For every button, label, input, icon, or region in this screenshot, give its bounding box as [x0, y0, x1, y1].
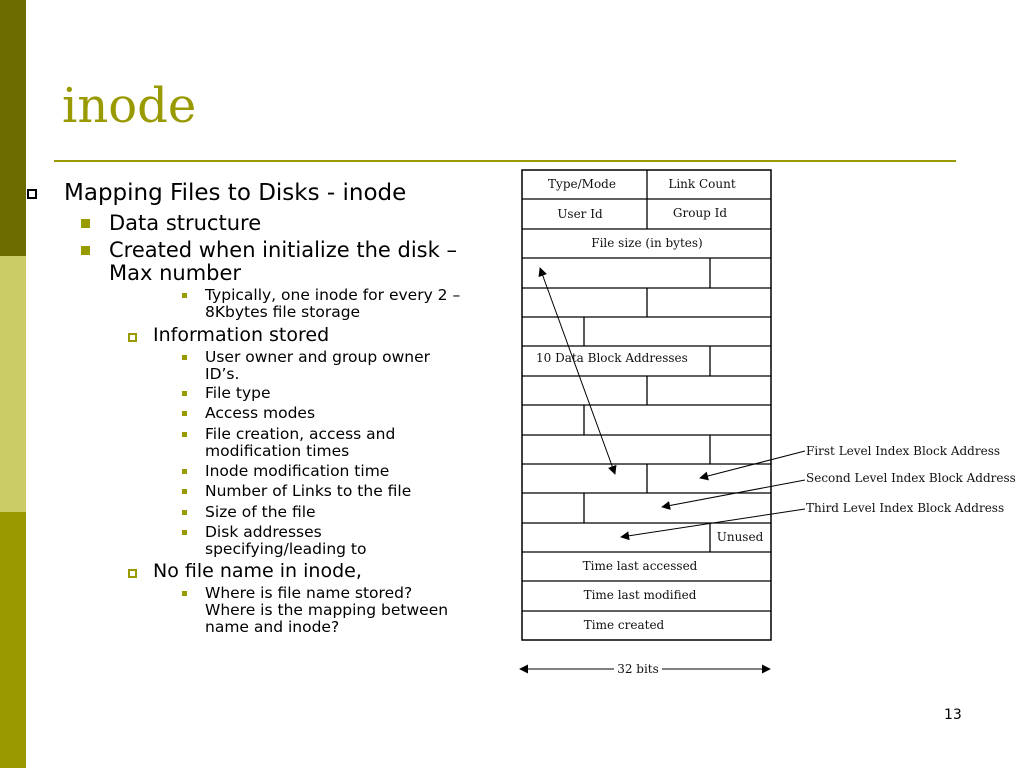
cell-data-block-addresses: 10 Data Block Addresses	[536, 351, 688, 365]
info-item-access-modes: Access modes	[205, 404, 316, 422]
info-item-disk-line2: specifying/leading to	[205, 540, 367, 558]
info-item-size: Size of the file	[205, 503, 316, 521]
info-item-owner-line1: User owner and group owner	[205, 348, 430, 366]
cell-type-mode: Type/Mode	[548, 177, 616, 191]
info-item-inode-modification: Inode modification time	[205, 462, 390, 480]
cell-file-size: File size (in bytes)	[591, 236, 703, 250]
bullet-created-when-line2: Max number	[109, 261, 242, 285]
bullet-created-when-line1: Created when initialize the disk –	[109, 238, 457, 262]
bullet-typically-line1: Typically, one inode for every 2 –	[205, 286, 461, 304]
cell-unused: Unused	[716, 530, 764, 544]
cell-time-created: Time created	[583, 618, 665, 632]
label-second-level-index: Second Level Index Block Address	[806, 471, 1016, 485]
info-item-file-type: File type	[205, 384, 271, 402]
cell-group-id: Group Id	[672, 206, 728, 220]
label-32-bits: 32 bits	[617, 662, 659, 676]
question-line3: name and inode?	[205, 618, 340, 636]
bullet-information-stored: Information stored	[153, 324, 330, 346]
bullet-typically-line2: 8Kbytes file storage	[205, 303, 361, 321]
page-number: 13	[944, 707, 962, 723]
info-item-links: Number of Links to the file	[205, 482, 412, 500]
bullet-mapping-files: Mapping Files to Disks - inode	[64, 180, 407, 206]
label-first-level-index: First Level Index Block Address	[806, 444, 1001, 458]
info-item-times-line2: modification times	[205, 442, 350, 460]
question-line1: Where is file name stored?	[205, 584, 413, 602]
slide-title: inode	[62, 78, 197, 134]
cell-time-last-accessed: Time last accessed	[582, 559, 698, 573]
cell-user-id: User Id	[557, 207, 603, 221]
info-item-disk-line1: Disk addresses	[205, 523, 322, 541]
info-item-times-line1: File creation, access and	[205, 425, 396, 443]
bullet-data-structure: Data structure	[109, 211, 262, 235]
cell-link-count: Link Count	[668, 177, 736, 191]
bullet-no-file-name: No file name in inode,	[153, 560, 362, 582]
cell-time-last-modified: Time last modified	[583, 588, 697, 602]
label-third-level-index: Third Level Index Block Address	[806, 501, 1005, 515]
info-item-owner-line2: ID’s.	[205, 365, 240, 383]
question-line2: Where is the mapping between	[205, 601, 449, 619]
